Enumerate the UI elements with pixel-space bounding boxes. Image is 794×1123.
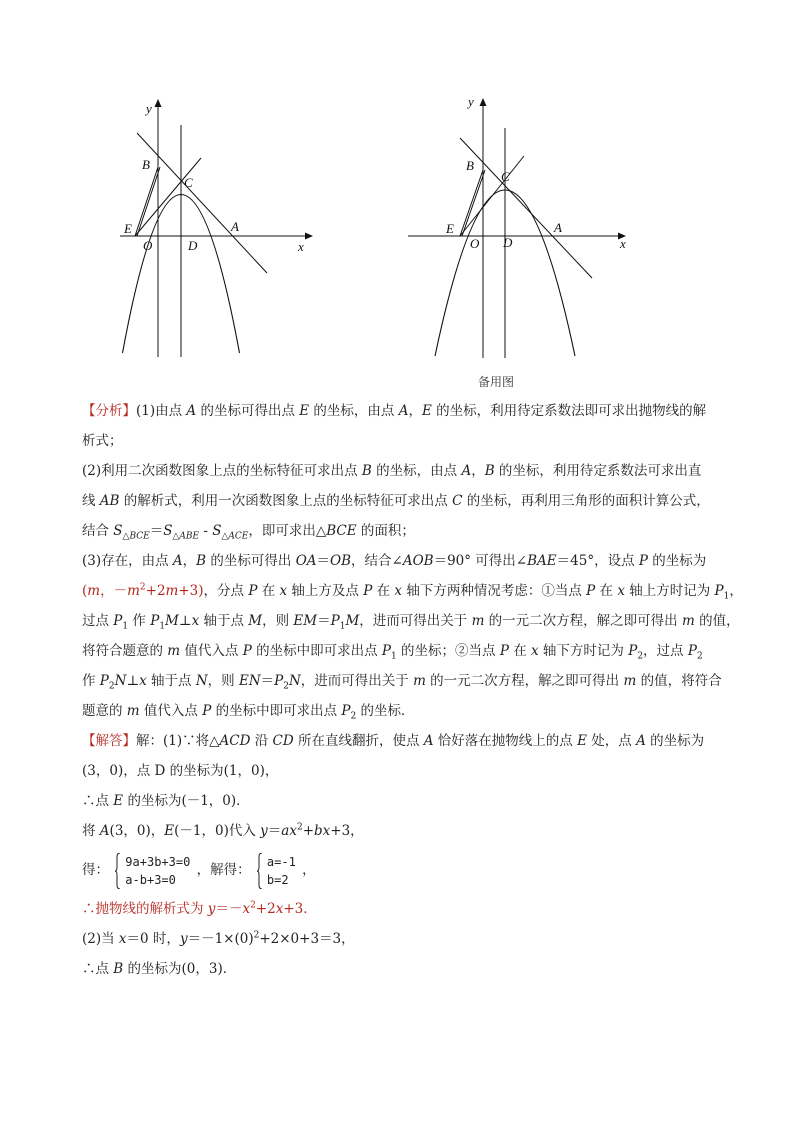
- var: m: [126, 703, 140, 719]
- text: ＝90° 可得出∠: [433, 553, 528, 569]
- var: y: [260, 823, 268, 839]
- equation-system-2: [257, 853, 296, 889]
- label-a: A: [231, 219, 239, 234]
- text: ，即可求出△: [248, 523, 327, 539]
- var: P: [586, 583, 596, 599]
- var: P: [248, 583, 258, 599]
- text: +3，: [330, 823, 364, 839]
- analysis-line-9: [82, 636, 727, 666]
- var: x: [118, 931, 127, 947]
- var: m: [87, 583, 101, 599]
- var: A: [398, 403, 409, 419]
- text: 的值，将符合: [636, 673, 722, 689]
- var: x: [617, 583, 625, 599]
- text: 的坐标，由点: [371, 463, 462, 479]
- var: P: [638, 553, 648, 569]
- var: A: [461, 463, 472, 479]
- y-axis-arrow: [155, 99, 162, 107]
- equation-row: b=2: [266, 872, 289, 887]
- text: 作: [82, 673, 100, 689]
- subscript: 2: [108, 681, 115, 692]
- text: 值代入点: [139, 703, 203, 719]
- var: E: [164, 823, 175, 839]
- text: 的一元二次方程，解之即可得出: [484, 613, 682, 629]
- var: CD: [272, 733, 294, 749]
- var: P: [363, 583, 373, 599]
- analysis-line-3: [82, 456, 727, 486]
- var: P: [341, 703, 351, 719]
- var: m: [167, 643, 181, 659]
- label-o: O: [470, 236, 480, 251]
- var: AOB: [402, 553, 434, 569]
- label-x: x: [298, 239, 304, 254]
- text: 恰好落在抛物线上的点: [433, 733, 578, 749]
- text: -: [199, 523, 213, 539]
- subscript: 1: [390, 651, 397, 662]
- text: 值代入点: [180, 643, 243, 659]
- superscript: 2: [253, 930, 260, 941]
- var: P: [202, 703, 212, 719]
- text: 的面积；: [356, 523, 415, 539]
- var: B: [196, 553, 207, 569]
- analysis-line-7: [82, 576, 743, 606]
- text: (2)利用二次函数图象上点的坐标特征可求出点: [82, 463, 362, 479]
- text: 的坐标为(0，3)．: [123, 961, 237, 977]
- text: 轴于点: [146, 673, 196, 689]
- superscript: 2: [296, 822, 303, 833]
- var: A: [636, 733, 646, 749]
- label-x: x: [620, 236, 626, 251]
- var: y: [179, 931, 188, 947]
- text: 轴于点: [199, 613, 249, 629]
- text: +2: [255, 901, 276, 917]
- text: 的坐标，利用待定系数法可求出直: [494, 463, 702, 479]
- subscript: 1: [339, 621, 346, 632]
- subscript: 1: [122, 621, 129, 632]
- var: P: [714, 583, 724, 599]
- var: ACD: [219, 733, 251, 749]
- text: 题意的: [82, 703, 127, 719]
- text: ∴点: [82, 793, 114, 809]
- var: S: [163, 523, 173, 539]
- var: S: [212, 523, 222, 539]
- var: m: [623, 673, 637, 689]
- solution-line-1: [82, 726, 727, 756]
- text: 得：: [82, 862, 109, 878]
- label-e: E: [124, 221, 132, 236]
- graph-svg-right: [398, 88, 638, 363]
- var: P: [499, 643, 509, 659]
- subscript: 1: [723, 591, 730, 602]
- text: (－1，0)代入: [174, 823, 261, 839]
- text: (3，0)，: [109, 823, 165, 839]
- text: 的坐标．: [356, 703, 415, 719]
- text: ，－: [100, 583, 128, 599]
- var: E: [577, 733, 587, 749]
- var: E: [113, 793, 124, 809]
- text: 的坐标可得出点: [196, 403, 300, 419]
- text: +: [302, 823, 314, 839]
- text: ，则: [207, 673, 239, 689]
- label-d: D: [188, 238, 198, 253]
- text: 在: [372, 583, 395, 599]
- text: 的坐标中即可求出点: [211, 703, 342, 719]
- graph-svg-left: [110, 95, 320, 365]
- line-ab: [460, 138, 592, 278]
- var: BCE: [326, 523, 357, 539]
- var: bx: [314, 823, 331, 839]
- text: ＝: [317, 613, 331, 629]
- text: 的坐标可得出: [206, 553, 296, 569]
- text: 的值，: [694, 613, 740, 629]
- text: ＝: [260, 673, 275, 689]
- graph-figure-left: [110, 95, 320, 369]
- var: N: [288, 673, 301, 689]
- text: 处，点: [586, 733, 637, 749]
- segment-eb-2: [462, 170, 485, 236]
- label-b: B: [142, 157, 150, 172]
- text: ＝: [149, 523, 164, 539]
- graph-figure-right: [398, 88, 638, 367]
- text: 结合: [82, 523, 114, 539]
- var: EN: [238, 673, 261, 689]
- var: BAE: [527, 553, 557, 569]
- subscript: 2: [637, 651, 644, 662]
- text: 的坐标为: [647, 553, 707, 569]
- var: B: [484, 463, 495, 479]
- text: ＝－1×(0): [187, 931, 254, 947]
- text: (2)当: [82, 931, 119, 947]
- var: P: [330, 613, 340, 629]
- point-p-coordinates: [82, 583, 204, 599]
- equation-row: a=-1: [266, 854, 296, 869]
- analysis-tag: 【分析】: [82, 403, 136, 419]
- subscript: 2: [696, 651, 703, 662]
- text: (: [82, 583, 88, 599]
- text: 线: [82, 493, 100, 509]
- brace-icon: [257, 853, 263, 889]
- var: m: [165, 583, 179, 599]
- solution-line-2: (3，0)，点 D 的坐标为(1，0)，: [82, 763, 279, 779]
- var: N: [195, 673, 208, 689]
- var: P: [687, 643, 697, 659]
- solution-line-3: [82, 786, 727, 816]
- analysis-line-10: [82, 666, 727, 696]
- label-c: C: [501, 169, 510, 184]
- text: ，解得：: [196, 862, 251, 878]
- analysis-line-8: [82, 606, 740, 636]
- subscript: 2: [350, 711, 357, 722]
- var: P: [381, 643, 391, 659]
- text: 轴上方及点: [287, 583, 364, 599]
- var: P: [150, 613, 160, 629]
- var: x: [275, 901, 284, 917]
- text: 的坐标；②当点: [396, 643, 500, 659]
- solution-line-6: [82, 894, 727, 924]
- var: A: [99, 823, 110, 839]
- x-axis-arrow: [305, 233, 313, 240]
- subscript: △ABE: [172, 531, 200, 542]
- var: m: [413, 673, 426, 689]
- text: ∴点: [82, 961, 114, 977]
- text: 轴下方两种情况考虑：①当点: [402, 583, 587, 599]
- var: P: [242, 643, 252, 659]
- var: M: [165, 613, 179, 629]
- equation-row: 9a+3b+3=0: [125, 854, 191, 869]
- label-d: D: [503, 235, 513, 250]
- var: y: [207, 901, 216, 917]
- text: ，过点: [643, 643, 688, 659]
- text: ，: [729, 583, 743, 599]
- label-b: B: [466, 158, 474, 173]
- label-y: y: [146, 101, 152, 116]
- var: S: [113, 523, 123, 539]
- text: +3．: [283, 901, 317, 917]
- analysis-line-11: [82, 696, 727, 726]
- solution-tag: 【解答】: [82, 733, 136, 749]
- var: x: [279, 583, 288, 599]
- text: 的坐标，利用待定系数法即可求出抛物线的解: [431, 403, 707, 419]
- analysis-line-1: [82, 396, 727, 426]
- text: +2×0+3＝3，: [259, 931, 355, 947]
- analysis-line-2: [82, 426, 727, 456]
- text: +2: [145, 583, 166, 599]
- text: 在: [595, 583, 618, 599]
- text: 的坐标，由点: [309, 403, 399, 419]
- text: 解：(1)∵将△: [136, 733, 220, 749]
- var: P: [99, 673, 109, 689]
- text: ，: [302, 862, 316, 878]
- subscript: △ACE: [221, 531, 249, 542]
- var: EM: [293, 613, 318, 629]
- text: +3): [178, 583, 204, 599]
- text: 的坐标为(－1，0)．: [123, 793, 250, 809]
- y-axis-arrow: [480, 98, 487, 106]
- subscript: 1: [159, 621, 166, 632]
- analysis-line-4: [82, 486, 727, 516]
- text: 沿: [250, 733, 273, 749]
- text: ，则: [262, 613, 294, 629]
- var: m: [127, 583, 140, 599]
- text: 轴上方时记为: [624, 583, 715, 599]
- var: B: [113, 961, 124, 977]
- var: N: [114, 673, 127, 689]
- text: 的一元二次方程，解之即可得出: [425, 673, 624, 689]
- var: A: [172, 553, 183, 569]
- line-ab: [137, 133, 267, 273]
- label-a: A: [554, 220, 562, 235]
- text: ⊥: [178, 613, 192, 629]
- var: P: [113, 613, 123, 629]
- superscript: 2: [250, 900, 256, 911]
- text: 轴下方时记为: [538, 643, 629, 659]
- var: B: [361, 463, 372, 479]
- text: ，进而可得出关于: [359, 613, 472, 629]
- var: M: [248, 613, 263, 629]
- var: x: [139, 673, 147, 689]
- superscript: 2: [139, 582, 146, 593]
- text: 的解析式，利用一次函数图象上点的坐标特征可求出点: [119, 493, 453, 509]
- var: OA: [295, 553, 317, 569]
- text: ＝－: [215, 901, 243, 917]
- text: 过点: [82, 613, 114, 629]
- text: 在: [257, 583, 280, 599]
- text: ，进而可得出关于: [300, 673, 414, 689]
- label-o: O: [143, 238, 153, 253]
- var: P: [274, 673, 284, 689]
- text: ∴抛物线的解析式为: [82, 901, 208, 917]
- var: OB: [330, 553, 352, 569]
- var: A: [423, 733, 434, 749]
- text: ＝0 时，: [126, 931, 180, 947]
- var: x: [242, 901, 251, 917]
- var: m: [681, 613, 695, 629]
- text: 将: [82, 823, 100, 839]
- text: 的坐标，再利用三角形的面积计算公式，: [462, 493, 710, 509]
- var: M: [345, 613, 360, 629]
- var: E: [421, 403, 432, 419]
- segment-eb-2: [137, 167, 160, 236]
- subscript: △BCE: [122, 531, 150, 542]
- label-c: C: [184, 175, 193, 190]
- text: 析式；: [82, 433, 123, 449]
- text: ，结合∠: [351, 553, 403, 569]
- text: (1)由点: [136, 403, 187, 419]
- subscript: 2: [283, 681, 289, 692]
- text: 在: [508, 643, 531, 659]
- var: x: [531, 643, 539, 659]
- var: ax: [281, 823, 297, 839]
- text: (3)存在，由点: [82, 553, 173, 569]
- equation-system-1: [115, 853, 190, 889]
- var: E: [299, 403, 310, 419]
- text: ＝45°，设点: [556, 553, 639, 569]
- analysis-line-5: [82, 516, 727, 546]
- text: ，分点: [203, 583, 249, 599]
- var: x: [191, 613, 200, 629]
- text: ，: [471, 463, 485, 479]
- var: A: [186, 403, 197, 419]
- var: m: [471, 613, 485, 629]
- analysis-line-6: [82, 546, 727, 576]
- text: ，: [182, 553, 197, 569]
- var: P: [628, 643, 638, 659]
- brace-icon: [115, 853, 121, 889]
- solution-content: [82, 396, 743, 984]
- solution-line-7: [82, 924, 727, 954]
- label-e: E: [446, 221, 454, 236]
- var: x: [394, 583, 403, 599]
- text: 的坐标为: [645, 733, 705, 749]
- var: AB: [99, 493, 120, 509]
- text: 所在直线翻折，使点: [293, 733, 424, 749]
- text: 作: [128, 613, 151, 629]
- solution-line-4: [82, 816, 727, 846]
- segment-eb: [460, 170, 483, 236]
- text: ⊥: [126, 673, 140, 689]
- text: 的坐标中即可求出点: [251, 643, 382, 659]
- text: ＝: [316, 553, 331, 569]
- var: C: [452, 493, 463, 509]
- text: ＝: [267, 823, 282, 839]
- solution-line-5: [82, 846, 727, 894]
- label-y: y: [468, 94, 474, 109]
- equation-row: a-b+3=0: [125, 872, 176, 887]
- solution-line-8: [82, 954, 727, 984]
- text: 将符合题意的: [82, 643, 168, 659]
- text: ，: [408, 403, 422, 419]
- figure-caption: 备用图: [478, 375, 515, 389]
